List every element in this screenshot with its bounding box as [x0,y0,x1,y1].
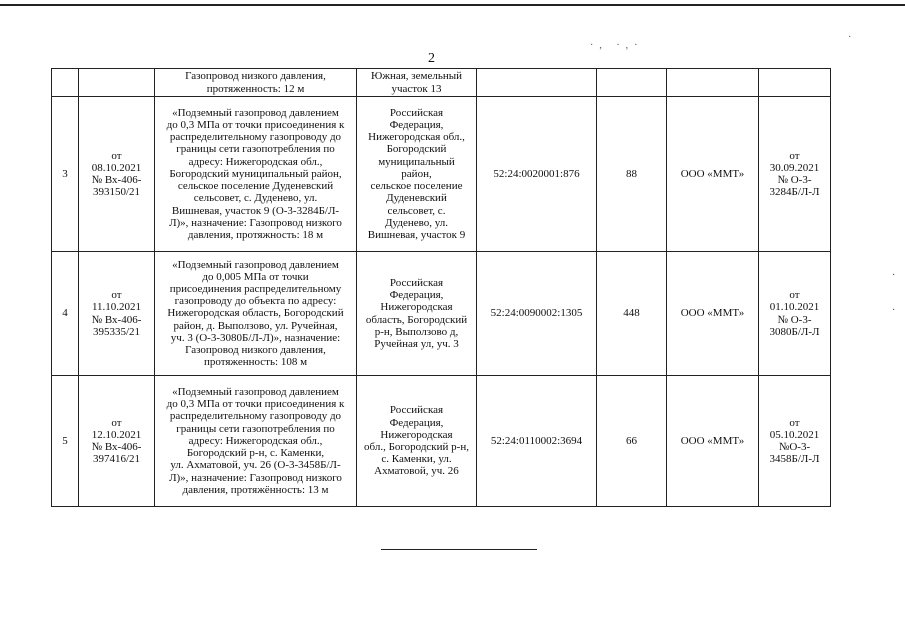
cell-area: 448 [597,252,667,376]
cell-number [52,69,79,97]
cell-decision [759,69,831,97]
cell-applicant [667,69,759,97]
cell-object: «Подземный газопровод давлением до 0,3 МПа от точки присоединения к распределительному газопроводу до границы сети газопотребления по адресу: Нижегородская обл., Богородский р-н, с. Каменки, ул. Ахматовой, уч. 26 (О-3-3458Б/Л- Л)», назначение: Газопровод низкого давления, протяжённость: 13 м [155,376,357,507]
cell-cadastral: 52:24:0090002:1305 [477,252,597,376]
cell-incoming: от 08.10.2021 № Вх-406- 393150/21 [79,97,155,252]
cell-object: «Подземный газопровод давлением до 0,005 МПа от точки присоединения распределительному газопроводу до объекта по адресу: Нижегородская область, Богородский район, д. Выползово, ул. Ручейная, уч. 3 (О-3-3080Б/Л-Л)», назначение: Газопровод низкого давления, протяженность: 108 м [155,252,357,376]
cell-address: Южная, земельный участок 13 [357,69,477,97]
footer-divider-line [381,549,537,550]
cell-applicant: ООО «ММТ» [667,376,759,507]
cell-object: «Подземный газопровод давлением до 0,3 МПа от точки присоединения к распределительному газопроводу до границы сети газопотребления по адресу: Нижегородская обл., Богородский муниципальный район, сельское поселение Дуденевский сельсовет, с. Дуденево, ул. Вишневая, участок 9 (О-3-3284Б/Л- Л)», назначение: Газопровод низкого давления, протяжность: 18 м [155,97,357,252]
cell-applicant: ООО «ММТ» [667,252,759,376]
cell-area: 88 [597,97,667,252]
cell-incoming [79,69,155,97]
cell-applicant: ООО «ММТ» [667,97,759,252]
cell-number: 3 [52,97,79,252]
cell-cadastral: 52:24:0110002:3694 [477,376,597,507]
top-scan-border [0,4,905,6]
cell-number: 4 [52,252,79,376]
cell-decision: от 30.09.2021 № О-3- 3284Б/Л-Л [759,97,831,252]
scan-specks-top: ·, ·,· [590,40,644,51]
cell-area: 66 [597,376,667,507]
cell-decision: от 01.10.2021 № О-3- 3080Б/Л-Л [759,252,831,376]
cell-address: Российская Федерация, Нижегородская область, Богородский р-н, Выползово д, Ручейная ул, уч. 3 [357,252,477,376]
table-row [52,97,831,252]
register-table [51,68,831,507]
cell-area [597,69,667,97]
scan-speck-top-right: · [848,32,858,43]
cell-incoming: от 11.10.2021 № Вх-406- 395335/21 [79,252,155,376]
table-row [52,376,831,507]
cell-cadastral [477,69,597,97]
cell-address: Российская Федерация, Нижегородская обл., Богородский муниципальный район, сельское поселение Дуденевский сельсовет, с. Дуденево, ул. Вишневая, участок 9 [357,97,477,252]
cell-address: Российская Федерация, Нижегородская обл., Богородский р-н, с. Каменки, ул. Ахматовой, уч. 26 [357,376,477,507]
cell-incoming: от 12.10.2021 № Вх-406- 397416/21 [79,376,155,507]
scan-mark-edge-2: · [892,305,896,316]
table-row [52,252,831,376]
cell-number: 5 [52,376,79,507]
cell-decision: от 05.10.2021 №О-3- 3458Б/Л-Л [759,376,831,507]
cell-object: Газопровод низкого давления, протяженность: 12 м [155,69,357,97]
table-row [52,69,831,97]
page-number: 2 [428,51,435,66]
cell-cadastral: 52:24:0020001:876 [477,97,597,252]
scan-mark-edge-1: · [892,270,896,281]
